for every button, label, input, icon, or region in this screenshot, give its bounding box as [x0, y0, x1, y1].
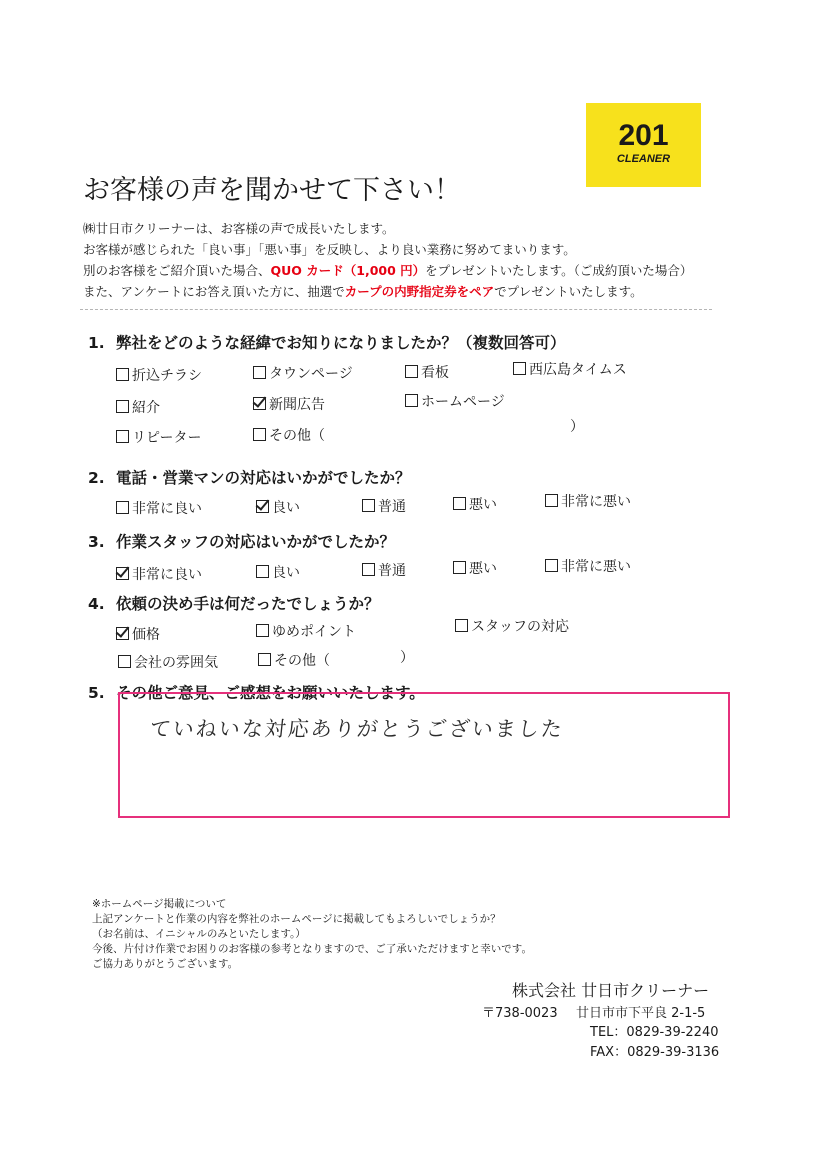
question-1-number: 1.	[88, 334, 105, 352]
q1-option-townpage[interactable]: タウンページ	[253, 363, 353, 383]
checkbox-checked[interactable]	[253, 397, 266, 410]
checkbox[interactable]	[455, 619, 468, 632]
checkbox[interactable]	[405, 365, 418, 378]
intro-line-4-b: でプレゼントいたします。	[494, 284, 643, 299]
comment-handwritten-answer: ていねいな対応ありがとうございました	[148, 717, 566, 741]
intro-line-4	[83, 282, 643, 300]
q4-other-close-paren: ）	[400, 650, 414, 666]
question-2	[88, 466, 411, 488]
question-5-text: その他ご意見、ご感想をお願いいたします。	[116, 684, 425, 702]
note-line-5: ご協力ありがとうございます。	[92, 958, 239, 970]
q4-option-yume-point[interactable]: ゆめポイント	[256, 621, 356, 641]
q2-option-normal[interactable]: 普通	[362, 496, 406, 516]
q1-other-close-paren: ）	[570, 419, 584, 435]
checkbox[interactable]	[256, 624, 269, 637]
intro-quo-card: QUO カード（1,000 円）	[270, 263, 426, 278]
intro-line-4-a: また、アンケートにお答え頂いた方に、抽選で	[83, 284, 345, 299]
q3-option-very-bad[interactable]: 非常に悪い	[545, 556, 631, 576]
question-4-number: 4.	[88, 595, 105, 613]
checkbox[interactable]	[118, 655, 131, 668]
company-tel: TEL：0829-39-2240	[590, 1025, 719, 1040]
q3-option-normal[interactable]: 普通	[362, 560, 406, 580]
checkbox[interactable]	[405, 394, 418, 407]
company-fax: FAX：0829-39-3136	[590, 1045, 720, 1060]
q2-option-good[interactable]: 良い	[256, 497, 300, 517]
q4-option-atmosphere[interactable]: 会社の雰囲気	[118, 652, 218, 672]
q1-option-shinbun[interactable]: 新聞広告	[253, 394, 325, 414]
question-1-text: 弊社をどのような経緯でお知りになりましたか？（複数回答可）	[116, 334, 566, 352]
intro-line-2: お客様が感じられた「良い事」「悪い事」を反映し、より良い業務に努めてまいります。	[83, 242, 576, 257]
q1-option-repeater[interactable]: リピーター	[116, 427, 201, 447]
note-line-4: 今後、片付け作業でお困りのお客様の参考となりますので、ご了承いただけますと幸いです。	[92, 943, 532, 955]
q1-option-orikomi[interactable]: 折込チラシ	[116, 365, 202, 385]
note-line-3: （お名前は、イニシャルのみといたします。）	[92, 928, 306, 940]
q3-option-bad[interactable]: 悪い	[453, 558, 497, 578]
checkbox[interactable]	[545, 494, 558, 507]
q1-option-shoukai[interactable]: 紹介	[116, 397, 160, 417]
divider	[80, 309, 712, 310]
comment-box[interactable]	[118, 692, 730, 818]
checkbox[interactable]	[116, 400, 129, 413]
q2-option-very-bad[interactable]: 非常に悪い	[545, 491, 631, 511]
checkbox[interactable]	[258, 653, 271, 666]
question-5-number: 5.	[88, 684, 105, 702]
question-1	[88, 331, 566, 353]
intro-line-1: ㈱廿日市クリーナーは、お客様の声で成長いたします。	[83, 221, 395, 236]
checkbox[interactable]	[362, 563, 375, 576]
question-4	[88, 592, 380, 614]
logo-number: 201	[618, 119, 669, 152]
checkbox-checked[interactable]	[116, 567, 129, 580]
checkbox[interactable]	[513, 362, 526, 375]
checkbox[interactable]	[362, 499, 375, 512]
q1-option-nishihiroshima-times[interactable]: 西広島タイムス	[513, 359, 627, 379]
intro-line-3	[83, 261, 692, 279]
checkbox[interactable]	[116, 501, 129, 514]
question-4-text: 依頼の決め手は何だったでしょうか？	[116, 595, 380, 613]
q3-option-very-good[interactable]: 非常に良い	[116, 564, 202, 584]
q1-option-kanban[interactable]: 看板	[405, 362, 449, 382]
page-title: お客様の声を聞かせて下さい！	[83, 175, 461, 206]
checkbox[interactable]	[256, 565, 269, 578]
question-2-text: 電話・営業マンの対応はいかがでしたか？	[116, 469, 411, 487]
q4-option-price[interactable]: 価格	[116, 624, 160, 644]
q2-option-very-good[interactable]: 非常に良い	[116, 498, 202, 518]
q4-option-other[interactable]: その他（	[258, 650, 330, 670]
checkbox[interactable]	[253, 428, 266, 441]
checkbox-checked[interactable]	[256, 500, 269, 513]
q3-option-good[interactable]: 良い	[256, 562, 300, 582]
q1-option-homepage[interactable]: ホームページ	[405, 391, 505, 411]
checkbox[interactable]	[116, 368, 129, 381]
logo-text: CLEANER	[616, 153, 671, 165]
question-3	[88, 530, 395, 552]
question-3-number: 3.	[88, 533, 105, 551]
question-3-text: 作業スタッフの対応はいかがでしたか？	[116, 533, 396, 551]
intro-line-3-a: 別のお客様をご紹介頂いた場合、	[83, 263, 271, 278]
checkbox-checked[interactable]	[116, 627, 129, 640]
q2-option-bad[interactable]: 悪い	[453, 494, 497, 514]
checkbox[interactable]	[545, 559, 558, 572]
question-2-number: 2.	[88, 469, 105, 487]
checkbox[interactable]	[253, 366, 266, 379]
checkbox[interactable]	[453, 561, 466, 574]
company-address: 廿日市市下平良 2-1-5	[576, 1006, 706, 1021]
checkbox[interactable]	[453, 497, 466, 510]
checkbox[interactable]	[116, 430, 129, 443]
intro-line-3-b: をプレゼントいたします。（ご成約頂いた場合）	[425, 263, 693, 278]
q1-option-other[interactable]: その他（	[253, 425, 325, 445]
company-name: 株式会社 廿日市クリーナー	[512, 981, 710, 1000]
note-line-2: 上記アンケートと作業の内容を弊社のホームページに掲載してもよろしいでしょうか？	[92, 913, 501, 925]
q4-option-staff[interactable]: スタッフの対応	[455, 616, 569, 636]
company-logo	[586, 103, 701, 187]
intro-carp-tickets: カープの内野指定券をペア	[344, 284, 495, 299]
note-line-1: ※ホームページ掲載について	[92, 898, 227, 910]
company-postal-code: 〒738-0023	[482, 1006, 558, 1021]
